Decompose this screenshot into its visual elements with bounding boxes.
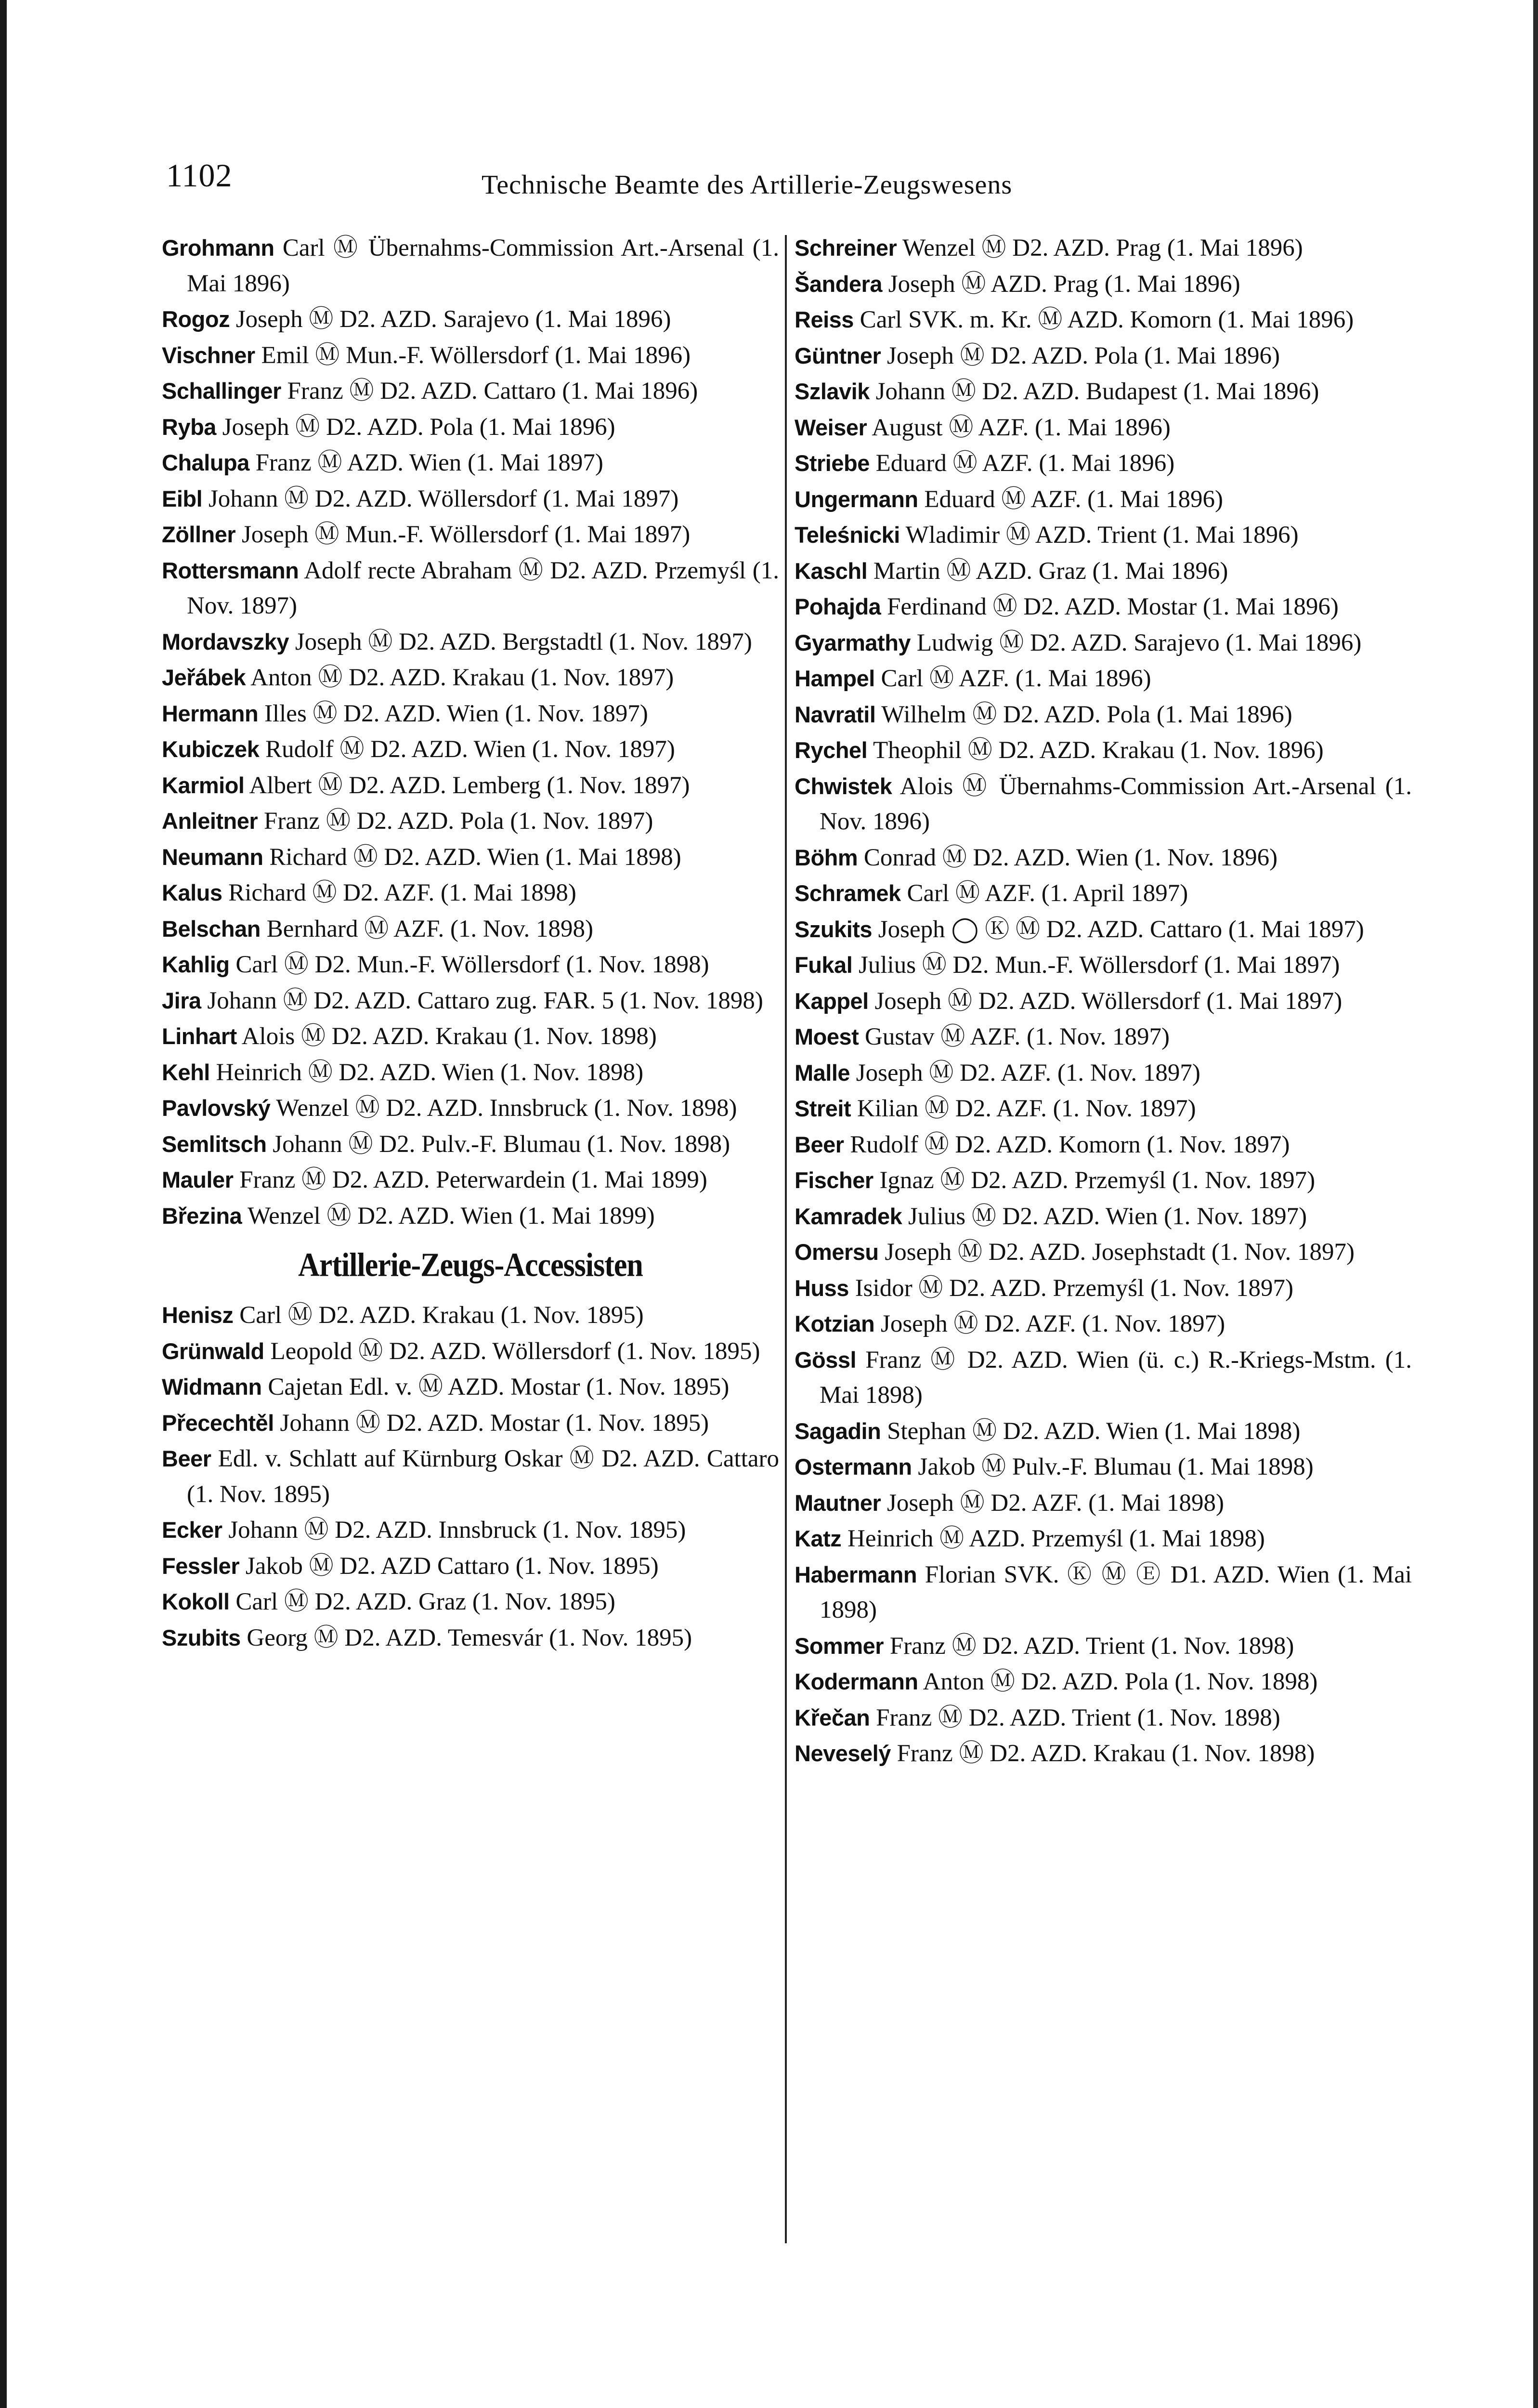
entry-details: Alois Ⓜ Übernahms-Commission Art.-Arsenal (1. Nov. 1896)	[820, 772, 1412, 835]
entry-details: Johann Ⓜ D2. AZD. Wöllersdorf (1. Mai 1897)	[208, 485, 679, 512]
entry-details: Theophil Ⓜ D2. AZD. Krakau (1. Nov. 1896)	[873, 737, 1324, 764]
entry-details: Joseph Ⓜ D2. AZD. Pola (1. Mai 1896)	[887, 342, 1280, 369]
entry-surname: Szubits	[162, 1624, 241, 1650]
entry-surname: Streit	[795, 1096, 851, 1121]
entry-surname: Chwistek	[795, 773, 892, 799]
roster-entry	[795, 482, 1412, 518]
entry-details: Rudolf Ⓜ D2. AZD. Wien (1. Nov. 1897)	[265, 736, 675, 763]
entry-surname: Huss	[795, 1275, 849, 1301]
roster-entry	[795, 697, 1412, 733]
entry-details: Joseph Ⓜ AZD. Prag (1. Mai 1896)	[888, 270, 1240, 298]
entry-surname: Ungermann	[795, 486, 918, 512]
entry-details: Rudolf Ⓜ D2. AZD. Komorn (1. Nov. 1897)	[850, 1131, 1290, 1158]
entry-surname: Kotzian	[795, 1311, 875, 1336]
entry-details: Johann Ⓜ D2. AZD. Mostar (1. Nov. 1895)	[280, 1409, 709, 1437]
entry-details: Adolf recte Abraham Ⓜ D2. AZD. Przemyśl (1. Nov. 1897)	[187, 557, 779, 619]
roster-entry	[795, 1019, 1412, 1055]
roster-entry	[162, 1198, 779, 1234]
roster-entry	[795, 1557, 1412, 1628]
entry-details: Johann Ⓜ D2. Pulv.-F. Blumau (1. Nov. 1898)	[273, 1130, 730, 1158]
roster-entry	[795, 517, 1412, 553]
section-heading: Artillerie-Zeugs-Accessisten	[298, 1246, 643, 1284]
roster-entry	[162, 338, 779, 374]
entry-surname: Anleitner	[162, 808, 258, 834]
roster-entry	[795, 840, 1412, 876]
roster-entry	[795, 661, 1412, 697]
roster-entry	[162, 1126, 779, 1163]
entry-surname: Omersu	[795, 1239, 879, 1265]
entry-surname: Beer	[795, 1131, 844, 1157]
roster-entry	[162, 1334, 779, 1370]
entry-surname: Reiss	[795, 307, 854, 332]
roster-entry	[162, 1369, 779, 1405]
roster-entry	[162, 373, 779, 409]
roster-entry	[795, 1163, 1412, 1199]
roster-entry	[795, 733, 1412, 769]
roster-entry	[795, 230, 1412, 266]
entry-details: Carl Ⓜ Übernahms-Commission Art.-Arsenal (1. Mai 1896)	[187, 235, 779, 297]
roster-entry	[162, 1297, 779, 1334]
entry-surname: Malle	[795, 1060, 850, 1086]
roster-entry	[162, 1441, 779, 1512]
entry-details: Joseph Ⓜ D2. AZD. Josephstadt (1. Nov. 1897)	[885, 1239, 1355, 1266]
entry-details: Johann Ⓜ D2. AZD. Cattaro zug. FAR. 5 (1. Nov. 1898)	[207, 987, 763, 1014]
entry-details: Cajetan Edl. v. Ⓜ AZD. Mostar (1. Nov. 1895)	[268, 1374, 730, 1400]
entry-details: Johann Ⓜ D2. AZD. Budapest (1. Mai 1896)	[875, 378, 1319, 405]
entry-surname: Sagadin	[795, 1418, 881, 1444]
roster-entry	[795, 445, 1412, 482]
entry-details: Illes Ⓜ D2. AZD. Wien (1. Nov. 1897)	[264, 700, 648, 727]
entry-details: Carl Ⓜ D2. AZD. Graz (1. Nov. 1895)	[235, 1588, 615, 1615]
entry-surname: Hermann	[162, 700, 259, 726]
entry-surname: Grünwald	[162, 1338, 264, 1364]
entry-surname: Weiser	[795, 414, 867, 440]
entry-details: Franz Ⓜ D2. AZD. Wien (ü. c.) R.-Kriegs-Mstm. (1. Mai 1898)	[820, 1346, 1412, 1409]
entry-details: Carl Ⓜ D2. Mun.-F. Wöllersdorf (1. Nov. 1898)	[235, 951, 709, 978]
entry-surname: Pavlovský	[162, 1095, 271, 1121]
entry-details: Stephan Ⓜ D2. AZD. Wien (1. Mai 1898)	[887, 1417, 1301, 1445]
roster-entry	[795, 266, 1412, 302]
entry-surname: Rogoz	[162, 306, 230, 332]
roster-entry	[795, 912, 1412, 948]
roster-entry	[795, 1736, 1412, 1772]
roster-entry	[795, 1342, 1412, 1413]
roster-entry	[795, 1449, 1412, 1485]
entry-surname: Rychel	[795, 737, 868, 763]
roster-entry	[162, 230, 779, 301]
entry-details: Alois Ⓜ D2. AZD. Krakau (1. Nov. 1898)	[241, 1023, 657, 1050]
entry-details: Joseph Ⓜ D2. AZF. (1. Nov. 1897)	[880, 1310, 1225, 1337]
entry-details: Franz Ⓜ AZD. Wien (1. Mai 1897)	[255, 449, 603, 476]
entry-details: Leopold Ⓜ D2. AZD. Wöllersdorf (1. Nov. 1895)	[270, 1337, 760, 1365]
roster-entry	[162, 1019, 779, 1055]
roster-entry	[162, 553, 779, 624]
entry-surname: Fessler	[162, 1553, 240, 1579]
entry-surname: Güntner	[795, 342, 881, 368]
roster-entry	[795, 1091, 1412, 1127]
entry-surname: Vischner	[162, 342, 255, 368]
entry-surname: Chalupa	[162, 450, 249, 475]
roster-entry	[795, 983, 1412, 1020]
entry-surname: Teleśnicki	[795, 522, 900, 548]
entry-surname: Beer	[162, 1446, 211, 1471]
column-divider	[785, 235, 787, 2243]
entry-details: Franz Ⓜ D2. AZD. Cattaro (1. Mai 1896)	[287, 378, 698, 405]
roster-entry	[162, 803, 779, 839]
roster-entry	[162, 732, 779, 768]
entry-details: Joseph ◯ Ⓚ Ⓜ D2. AZD. Cattaro (1. Mai 1897)	[878, 916, 1364, 943]
entry-details: Julius Ⓜ D2. AZD. Wien (1. Nov. 1897)	[908, 1203, 1307, 1230]
entry-surname: Ostermann	[795, 1454, 912, 1479]
left-column	[162, 230, 779, 1656]
entry-surname: Habermann	[795, 1561, 917, 1587]
roster-entry	[795, 338, 1412, 374]
entry-details: Conrad Ⓜ D2. AZD. Wien (1. Nov. 1896)	[863, 844, 1278, 871]
entry-surname: Mauler	[162, 1167, 234, 1192]
entry-details: Johann Ⓜ D2. AZD. Innsbruck (1. Nov. 1895)	[228, 1517, 686, 1544]
entry-surname: Striebe	[795, 450, 870, 476]
entry-surname: Belschan	[162, 916, 261, 942]
roster-entry	[162, 911, 779, 947]
entry-surname: Navratil	[795, 701, 876, 727]
entry-details: Franz Ⓜ D2. AZD. Peterwardein (1. Mai 1899)	[239, 1166, 707, 1193]
roster-entry	[795, 1521, 1412, 1557]
scan-edge-left	[0, 0, 7, 2408]
roster-entry	[795, 769, 1412, 840]
entry-surname: Kaschl	[795, 558, 868, 584]
roster-entry	[162, 1512, 779, 1548]
entry-details: Julius Ⓜ D2. Mun.-F. Wöllersdorf (1. Mai 1897)	[859, 952, 1340, 979]
entry-surname: Jira	[162, 987, 201, 1013]
entry-details: Martin Ⓜ AZD. Graz (1. Mai 1896)	[873, 557, 1228, 585]
entry-surname: Kodermann	[795, 1669, 918, 1694]
entry-details: Richard Ⓜ D2. AZF. (1. Mai 1898)	[228, 879, 576, 906]
entry-details: Joseph Ⓜ D2. AZD. Wöllersdorf (1. Mai 1897)	[874, 987, 1342, 1015]
entry-details: Edl. v. Schlatt auf Kürnburg Oskar Ⓜ D2. AZD. Cattaro (1. Nov. 1895)	[187, 1445, 780, 1508]
entry-details: Franz Ⓜ D2. AZD. Trient (1. Nov. 1898)	[889, 1632, 1294, 1660]
left-entries-before-heading	[162, 230, 779, 1234]
entry-surname: Semlitsch	[162, 1131, 267, 1157]
roster-entry	[162, 409, 779, 445]
roster-entry	[162, 839, 779, 876]
entry-surname: Sommer	[795, 1633, 884, 1659]
right-entries	[795, 230, 1412, 1772]
entry-details: Joseph Ⓜ D2. AZF. (1. Nov. 1897)	[856, 1059, 1200, 1086]
roster-entry	[795, 1199, 1412, 1235]
roster-entry	[795, 589, 1412, 625]
entry-details: Carl Ⓜ AZF. (1. Mai 1896)	[881, 665, 1151, 692]
entry-details: Carl Ⓜ D2. AZD. Krakau (1. Nov. 1895)	[239, 1302, 644, 1329]
entry-surname: Katz	[795, 1526, 842, 1551]
roster-entry	[795, 1628, 1412, 1664]
roster-entry	[795, 410, 1412, 446]
entry-details: Franz Ⓜ D2. AZD. Trient (1. Nov. 1898)	[876, 1704, 1280, 1731]
roster-entry	[162, 768, 779, 804]
roster-entry	[162, 660, 779, 696]
entry-details: Joseph Ⓜ D2. AZD. Bergstadtl (1. Nov. 1897)	[295, 628, 752, 655]
entry-surname: Kamradek	[795, 1203, 902, 1229]
entry-details: Wilhelm Ⓜ D2. AZD. Pola (1. Mai 1896)	[881, 701, 1292, 728]
entry-surname: Fukal	[795, 952, 853, 978]
entry-details: Ignaz Ⓜ D2. AZD. Przemyśl (1. Nov. 1897)	[879, 1167, 1316, 1194]
entry-details: Wenzel Ⓜ D2. AZD. Prag (1. Mai 1896)	[902, 235, 1303, 262]
entry-surname: Zöllner	[162, 522, 236, 547]
roster-entry	[795, 553, 1412, 589]
roster-entry	[162, 696, 779, 732]
entry-surname: Böhm	[795, 844, 858, 870]
entry-details: Georg Ⓜ D2. AZD. Temesvár (1. Nov. 1895)	[247, 1624, 692, 1651]
roster-entry	[162, 1055, 779, 1091]
entry-surname: Szukits	[795, 916, 873, 942]
entry-details: August Ⓜ AZF. (1. Mai 1896)	[872, 414, 1171, 441]
entry-surname: Ecker	[162, 1517, 222, 1543]
entry-details: Florian SVK. Ⓚ Ⓜ Ⓔ D1. AZD. Wien (1. Mai 1898)	[820, 1561, 1412, 1623]
entry-surname: Kalus	[162, 880, 222, 905]
entry-surname: Přecechtěl	[162, 1410, 274, 1436]
roster-entry	[162, 1620, 779, 1656]
roster-entry	[162, 301, 779, 338]
entry-details: Eduard Ⓜ AZF. (1. Mai 1896)	[875, 450, 1175, 477]
roster-entry	[795, 1234, 1412, 1270]
roster-entry	[795, 1664, 1412, 1700]
entry-surname: Ryba	[162, 414, 216, 440]
entry-surname: Linhart	[162, 1023, 237, 1049]
entry-surname: Kubiczek	[162, 736, 260, 762]
entry-details: Jakob Ⓜ D2. AZD Cattaro (1. Nov. 1895)	[245, 1552, 659, 1580]
roster-entry	[795, 302, 1412, 338]
entry-surname: Rottersmann	[162, 557, 299, 583]
roster-entry	[162, 875, 779, 911]
entry-details: Ferdinand Ⓜ D2. AZD. Mostar (1. Mai 1896)	[887, 593, 1339, 620]
entry-details: Ludwig Ⓜ D2. AZD. Sarajevo (1. Mai 1896)	[916, 629, 1362, 656]
entry-surname: Hampel	[795, 666, 875, 691]
entry-details: Heinrich Ⓜ D2. AZD. Wien (1. Nov. 1898)	[216, 1059, 644, 1086]
entry-surname: Henisz	[162, 1302, 234, 1328]
entry-details: Joseph Ⓜ Mun.-F. Wöllersdorf (1. Mai 1897)	[241, 521, 691, 548]
entry-details: Wladimir Ⓜ AZD. Trient (1. Mai 1896)	[905, 522, 1299, 549]
entry-details: Carl Ⓜ AZF. (1. April 1897)	[907, 880, 1188, 907]
roster-entry	[162, 1584, 779, 1620]
entry-surname: Kehl	[162, 1059, 210, 1085]
entry-surname: Kahlig	[162, 952, 230, 977]
entry-details: Kilian Ⓜ D2. AZF. (1. Nov. 1897)	[857, 1095, 1196, 1122]
entry-surname: Schreiner	[795, 235, 897, 261]
entry-surname: Gyarmathy	[795, 629, 911, 655]
roster-entry	[162, 1405, 779, 1441]
entry-details: Albert Ⓜ D2. AZD. Lemberg (1. Nov. 1897)	[249, 772, 690, 799]
entry-surname: Kokoll	[162, 1589, 230, 1614]
entry-details: Anton Ⓜ D2. AZD. Krakau (1. Nov. 1897)	[250, 664, 674, 691]
roster-entry	[162, 445, 779, 481]
entry-surname: Fischer	[795, 1167, 873, 1193]
entry-details: Richard Ⓜ D2. AZD. Wien (1. Mai 1898)	[269, 843, 681, 871]
running-title: Technische Beamte des Artillerie-Zeugswesens	[482, 170, 1013, 200]
roster-entry	[162, 1090, 779, 1126]
roster-entry	[795, 1055, 1412, 1091]
entry-surname: Pohajda	[795, 594, 881, 619]
entry-surname: Widmann	[162, 1374, 262, 1400]
entry-surname: Schallinger	[162, 378, 281, 404]
scan-edge-right	[1533, 0, 1538, 2408]
entry-surname: Křečan	[795, 1704, 870, 1730]
entry-details: Isidor Ⓜ D2. AZD. Przemyśl (1. Nov. 1897)	[855, 1274, 1294, 1302]
entry-details: Joseph Ⓜ D2. AZD. Sarajevo (1. Mai 1896)	[235, 306, 671, 333]
roster-entry	[795, 374, 1412, 410]
entry-details: Franz Ⓜ D2. AZD. Pola (1. Nov. 1897)	[263, 808, 653, 835]
roster-entry	[795, 1413, 1412, 1450]
roster-entry	[795, 1700, 1412, 1736]
entry-surname: Neumann	[162, 844, 263, 870]
entry-details: Joseph Ⓜ D2. AZF. (1. Mai 1898)	[887, 1489, 1225, 1517]
entry-details: Gustav Ⓜ AZF. (1. Nov. 1897)	[865, 1023, 1170, 1050]
entry-details: Wenzel Ⓜ D2. AZD. Innsbruck (1. Nov. 1898)	[276, 1095, 737, 1122]
entry-details: Wenzel Ⓜ D2. AZD. Wien (1. Mai 1899)	[248, 1202, 655, 1230]
entry-surname: Gössl	[795, 1347, 857, 1373]
entry-surname: Szlavik	[795, 379, 870, 404]
entry-surname: Karmiol	[162, 772, 245, 798]
entry-details: Carl SVK. m. Kr. Ⓜ AZD. Komorn (1. Mai 1896)	[860, 306, 1354, 333]
roster-entry	[162, 1548, 779, 1584]
roster-entry	[795, 947, 1412, 983]
entry-surname: Březina	[162, 1203, 242, 1229]
entry-surname: Mautner	[795, 1490, 881, 1516]
entry-details: Franz Ⓜ D2. AZD. Krakau (1. Nov. 1898)	[897, 1740, 1315, 1767]
entry-details: Anton Ⓜ D2. AZD. Pola (1. Nov. 1898)	[923, 1668, 1318, 1695]
roster-entry	[162, 481, 779, 517]
left-entries-after-heading	[162, 1297, 779, 1656]
entry-surname: Šandera	[795, 271, 882, 297]
roster-entry	[162, 624, 779, 660]
entry-surname: Mordavszky	[162, 628, 289, 654]
roster-entry	[162, 983, 779, 1019]
right-column	[795, 230, 1412, 1772]
entry-surname: Schramek	[795, 880, 901, 906]
entry-details: Eduard Ⓜ AZF. (1. Mai 1896)	[924, 485, 1223, 513]
entry-surname: Neveselý	[795, 1741, 891, 1766]
roster-entry	[795, 1306, 1412, 1342]
page-number: 1102	[166, 157, 233, 194]
entry-details: Emil Ⓜ Mun.-F. Wöllersdorf (1. Mai 1896)	[261, 341, 691, 369]
entry-surname: Eibl	[162, 485, 203, 511]
entry-details: Joseph Ⓜ D2. AZD. Pola (1. Mai 1896)	[222, 413, 615, 441]
entry-surname: Jeřábek	[162, 665, 246, 690]
roster-entry	[162, 517, 779, 553]
entry-surname: Moest	[795, 1024, 859, 1049]
roster-entry	[795, 1127, 1412, 1163]
roster-entry	[795, 1270, 1412, 1307]
roster-entry	[795, 876, 1412, 912]
roster-entry	[795, 625, 1412, 661]
entry-details: Bernhard Ⓜ AZF. (1. Nov. 1898)	[266, 915, 593, 942]
entry-surname: Grohmann	[162, 235, 274, 261]
entry-details: Jakob Ⓜ Pulv.-F. Blumau (1. Mai 1898)	[918, 1453, 1314, 1480]
entry-surname: Kappel	[795, 988, 869, 1014]
roster-entry	[162, 947, 779, 983]
entry-details: Heinrich Ⓜ AZD. Przemyśl (1. Mai 1898)	[847, 1525, 1265, 1552]
roster-entry	[162, 1162, 779, 1198]
roster-entry	[795, 1485, 1412, 1521]
